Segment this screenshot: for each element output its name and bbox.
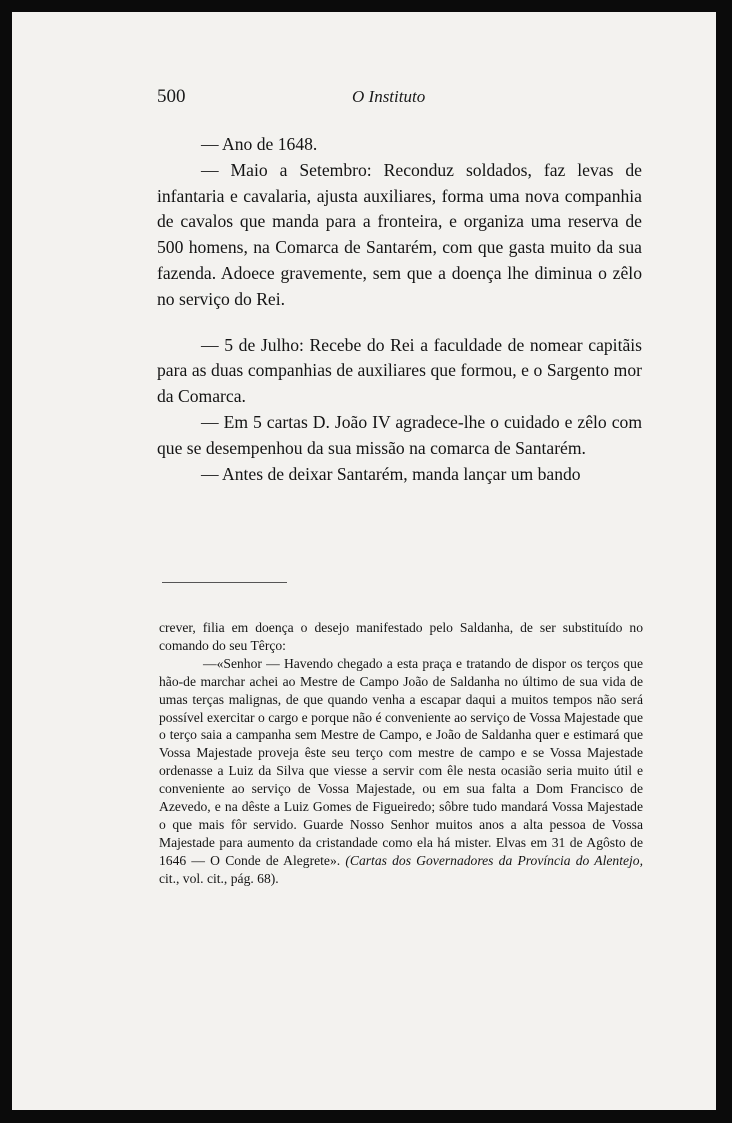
main-text (157, 132, 642, 487)
footnote-letter (159, 655, 643, 888)
running-title: O Instituto (352, 87, 426, 106)
paragraph-year: — Ano de 1648. (201, 134, 318, 154)
paragraph-santarem: — Antes de deixar Santarém, manda lançar um bando (201, 463, 581, 484)
footnote-letter-text: —«Senhor — Havendo chegado a esta praça e tratando de dispor os terços que hão-de marchar achei ao Mestre de Campo João de Saldanha no último de sua vida de umas terças malignas, de que quando venha a escapar daqui a muitos tempos não será possível exercitar o cargo e porque não é conveniente ao serviço de Vossa Majestade que o terço saia a campanha sem Mestre de Campo, e João de Saldanha quer e estimará que Vossa Majestade proveja êste seu terço com mestre de campo e se Vossa Majestade ordenasse a Luiz da Silva que viesse a servir com êle nesta ocasião seria muito útil e conveniente ao serviço de Vossa Majestade, ou em sua falta a Dom Francisco de Azevedo, e na dêste a Luiz Gomes de Figueiredo; sôbre tudo mandará Vossa Majestade o que mais fôr servido. Guarde Nosso Senhor muitos anos a alta pessoa de Vossa Majestade para aumento da cristandade como ela há mister. Elvas em 31 de Agôsto de 1646 — O Conde de Alegrete». (159, 655, 643, 868)
paragraph-may-september: — Maio a Setembro: Reconduz soldados, faz levas de infantaria e cavalaria, ajusta auxiliares, forma uma nova companhia de cavalos que manda para a fronteira, e organiza uma reserva de 500 homens, na Comarca de Santarém, com que gasta muito da sua fazenda. Adoece gravemente, sem que a doença lhe diminua o zêlo no serviço do Rei. (157, 159, 642, 309)
paragraph-letters: — Em 5 cartas D. João IV agradece-lhe o cuidado e zêlo com que se desempenhou da sua missão na comarca de Santarém. (157, 411, 642, 458)
paragraph-july: — 5 de Julho: Recebe do Rei a faculdade de nomear capitãis para as duas companhias de auxiliares que formou, e o Sargento mor da Comarca. (157, 334, 642, 407)
page-number: 500 (157, 86, 186, 107)
footnote-citation-tail: cit., vol. cit., pág. 68). (159, 870, 279, 886)
footnote (159, 619, 643, 888)
footnote-divider (162, 582, 287, 583)
footnote-continuation: crever, filia em doença o desejo manifestado pelo Saldanha, de ser substituído no comando do seu Têrço: (159, 620, 643, 653)
footnote-citation: (Cartas dos Governadores da Província do Alentejo, (345, 852, 643, 868)
page-header (157, 86, 642, 112)
book-page (12, 12, 716, 1110)
